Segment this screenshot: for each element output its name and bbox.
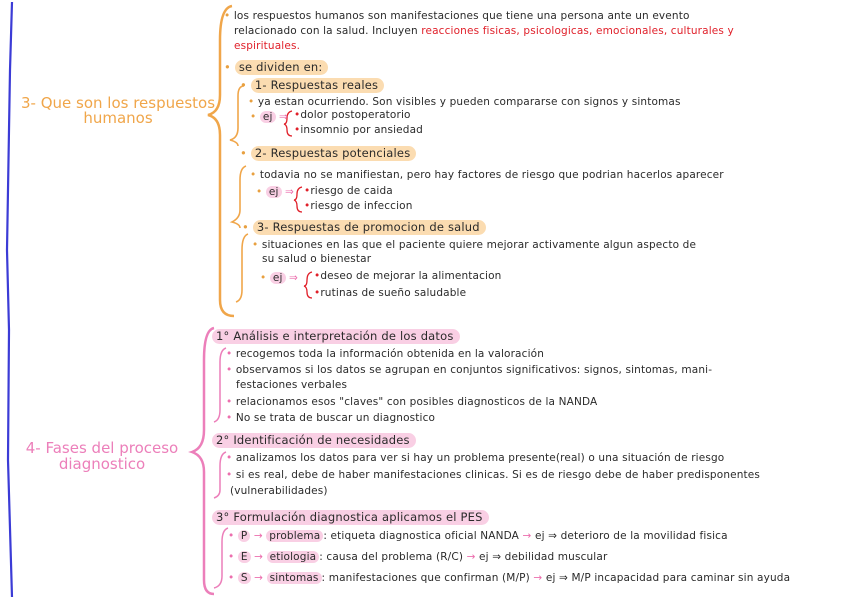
pes-p-word: problema (266, 530, 323, 542)
sub3-title: 3- Respuestas de promocion de salud (253, 220, 486, 235)
sub3-line1-text: situaciones en las que el paciente quiere mejorar activamente algun aspecto de (261, 239, 697, 251)
phase2-title: 2° Identificación de necesidades (212, 433, 416, 448)
pes-e-row: • E → etiologia : causa del problema (R/C) → ej ⇒ debilidad muscular (228, 551, 608, 563)
pes-e-text: : causa del problema (R/C) (319, 551, 464, 563)
phase3-title-row (212, 510, 489, 524)
phase2-b1-text: analizamos los datos para ver si hay un problema presente(real) o una situación de riesgo (235, 452, 725, 464)
sub1-ex2-text: insomnio por ansiedad (300, 124, 423, 136)
section3-title-line2: humanos (83, 109, 153, 127)
sub3-brace (236, 234, 248, 302)
pes-e-ej: ej ⇒ debilidad muscular (479, 551, 608, 563)
phase1-title: 1° Análisis e interpretación de los datos (212, 329, 460, 344)
pes-p-letter: P (238, 530, 250, 542)
section4-title (10, 440, 194, 472)
sub3-line1: • situaciones en las que el paciente quiere mejorar activamente algun aspecto de (252, 239, 697, 251)
sub3-ex2: •rutinas de sueño saludable (314, 287, 467, 299)
section3-brace (208, 6, 234, 316)
intro-line1: • los respuestos humanos son manifestaciones que tiene una persona ante un evento (224, 10, 690, 22)
sub2-ex2-text: riesgo de infeccion (310, 200, 413, 212)
left-margin-line (7, 2, 12, 597)
intro-text-2-red: reacciones fisicas, psicologicas, emocionales, culturales y (421, 25, 734, 37)
pes-s-word: sintomas (267, 572, 322, 584)
sub1-title: 1- Respuestas reales (251, 78, 384, 93)
phase1-title-row (212, 329, 460, 343)
pes-p-row: • P → problema : etiqueta diagnostica oficial NANDA → ej ⇒ deterioro de la movilidad fisica (228, 530, 728, 542)
pes-p-ej: ej ⇒ deterioro de la movilidad fisica (534, 530, 728, 542)
phase1-b4: • No se trata de buscar un diagnostico (226, 412, 436, 424)
phase3-title: 3° Formulación diagnostica aplicamos el PES (212, 510, 489, 525)
phase1-b1-text: recogemos toda la información obtenida en la valoración (235, 348, 545, 360)
section4-title-line1: 4- Fases del proceso (25, 439, 179, 457)
intro-text-1: los respuestos humanos son manifestaciones que tiene una persona ante un evento (233, 10, 690, 22)
phase2-b2b: (vulnerabilidades) (230, 485, 328, 497)
sub1-ex1: •dolor postoperatorio (294, 109, 411, 121)
sub3-ej-label: ej (270, 272, 286, 284)
sub2-ex1-text: riesgo de caida (310, 185, 393, 197)
sub1-ej-label: ej (260, 111, 276, 123)
phase1-b1: • recogemos toda la información obtenida en la valoración (226, 348, 545, 360)
intro-line3: espirituales. (234, 40, 301, 52)
sub1-brace (230, 86, 244, 146)
intro-text-2a: relacionado con la salud. Incluyen (234, 25, 422, 37)
phase2-b2-text: si es real, debe de haber manifestaciones clinicas. Si es de riesgo debe de haber predisponentes (235, 469, 761, 481)
sub3-ex2-text: rutinas de sueño saludable (320, 287, 467, 299)
phase2-b2: • si es real, debe de haber manifestaciones clinicas. Si es de riesgo debe de haber predisponentes (226, 469, 761, 481)
pes-p-text: : etiqueta diagnostica oficial NANDA (323, 530, 520, 542)
phase1-b2: • observamos si los datos se agrupan en conjuntos significativos: signos, sintomas, mani- (226, 364, 713, 376)
pes-s-letter: S (238, 572, 251, 584)
sub2-ex1: •riesgo de caida (304, 185, 393, 197)
sub1-ex2: •insomnio por ansiedad (294, 124, 423, 136)
sub2-brace (232, 166, 246, 228)
pes-s-text: : manifestaciones que confirman (M/P) (321, 572, 530, 584)
section3-title (18, 96, 218, 126)
phase1-b4-text: No se trata de buscar un diagnostico (235, 412, 436, 424)
phase2-b1: • analizamos los datos para ver si hay un problema presente(real) o una situación de riesgo (226, 452, 725, 464)
sub1-line1-text: ya estan ocurriendo. Son visibles y pueden compararse con signos y sintomas (257, 96, 681, 108)
section4-brace (192, 328, 214, 594)
divide-header: • se dividen en: (224, 60, 328, 74)
section3-title-line1: 3- Que son los respuestos (20, 94, 216, 112)
sub1-ej: • ej ⇒ (250, 111, 288, 123)
intro-line2 (234, 25, 734, 37)
phase1-b2-text: observamos si los datos se agrupan en conjuntos significativos: signos, sintomas, mani- (235, 364, 713, 376)
sub1-ex1-text: dolor postoperatorio (300, 109, 411, 121)
sub3-ej: • ej ⇒ (260, 272, 298, 284)
sub2-title: 2- Respuestas potenciales (251, 146, 417, 161)
section4-title-line2: diagnostico (58, 455, 146, 473)
sub1-title-row: • 1- Respuestas reales (240, 78, 384, 92)
sub2-title-row: • 2- Respuestas potenciales (240, 146, 416, 160)
sub3-ex1-text: deseo de mejorar la alimentacion (320, 270, 502, 282)
pes-s-row: • S → sintomas : manifestaciones que confirman (M/P) → ej ⇒ M/P incapacidad para caminar sin ayuda (228, 572, 791, 584)
divide-header-text: se dividen en: (235, 60, 329, 75)
pes-e-letter: E (238, 551, 251, 563)
sub2-line1-text: todavia no se manifiestan, pero hay factores de riesgo que podrian hacerlos aparecer (259, 169, 724, 181)
sub2-ex2: •riesgo de infeccion (304, 200, 413, 212)
sub3-line2: su salud o bienestar (262, 253, 372, 265)
pes-e-word: etiologia (267, 551, 320, 563)
phase1-b3: • relacionamos esos "claves" con posibles diagnosticos de la NANDA (226, 396, 598, 408)
pes-s-ej: ej ⇒ M/P incapacidad para caminar sin ayuda (545, 572, 791, 584)
phase2-title-row (212, 433, 416, 447)
sub2-ej: • ej ⇒ (256, 186, 294, 198)
phase1-b2b: festaciones verbales (236, 379, 348, 391)
sub2-ej-label: ej (266, 186, 282, 198)
phase1-b3-text: relacionamos esos "claves" con posibles diagnosticos de la NANDA (235, 396, 598, 408)
sub1-line1: • ya estan ocurriendo. Son visibles y pueden compararse con signos y sintomas (248, 96, 681, 108)
sub3-title-row: • 3- Respuestas de promocion de salud (242, 220, 486, 234)
sub2-line1: • todavia no se manifiestan, pero hay factores de riesgo que podrian hacerlos aparecer (250, 169, 724, 181)
sub3-ex1: •deseo de mejorar la alimentacion (314, 270, 502, 282)
